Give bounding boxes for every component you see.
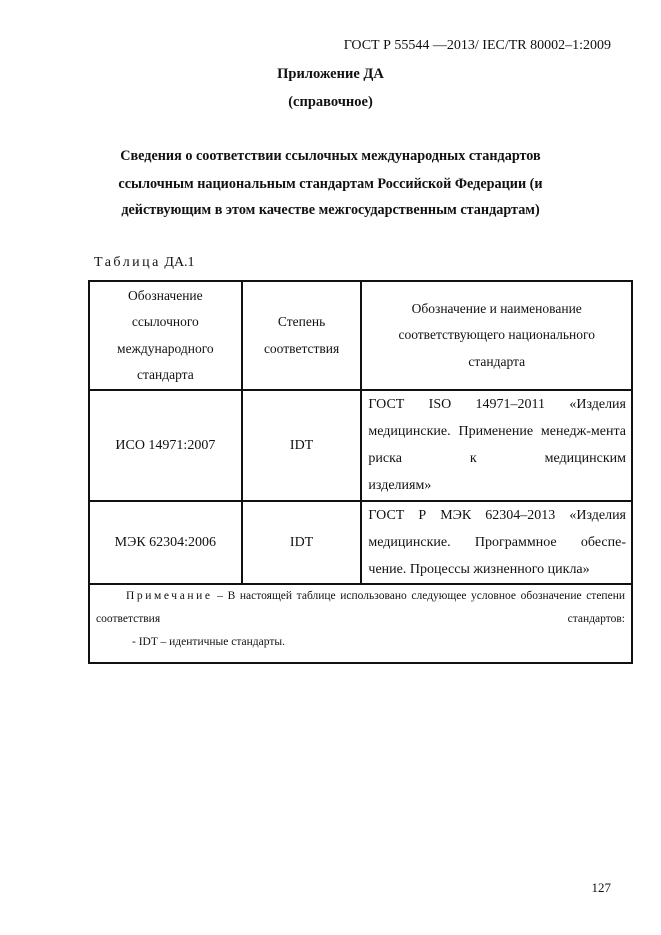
cell-national: ГОСТ Р МЭК 62304–2013 «Изделия медицинские. Программное обеспе- чение. Процессы жизненного цикла» (361, 501, 632, 584)
table-header-row (89, 281, 632, 390)
appendix-title: Приложение ДА (277, 66, 384, 82)
table-caption-id: ДА.1 (164, 255, 195, 270)
correspondence-table (88, 280, 633, 664)
cell-national: ГОСТ ISO 14971–2011 «Изделия медицинские. Применение менедж-мента риска к медицинским изделиям» (361, 390, 632, 501)
note-text: – В настоящей таблице использовано следующее условное обозначение степени соответствия стандартов: (96, 590, 626, 625)
table-note (89, 584, 632, 663)
cell-degree: IDT (242, 501, 362, 584)
table-caption (94, 255, 195, 271)
table-note-row (89, 584, 632, 663)
cell-international: ИСО 14971:2007 (89, 390, 242, 501)
table-row (89, 501, 632, 584)
section-heading-line: действующим в этом качестве межгосударственным стандартам) (121, 202, 540, 218)
note-item: - IDT – идентичные стандарты. (132, 636, 285, 648)
cell-international: МЭК 62304:2006 (89, 501, 242, 584)
column-header-international: Обозначение ссылочного международного стандарта (89, 281, 242, 390)
column-header-degree: Степень соответствия (242, 281, 362, 390)
standard-designation: ГОСТ Р 55544 —2013/ IEC/TR 80002–1:2009 (343, 38, 611, 53)
page-number: 127 (591, 880, 611, 895)
section-heading-line: ссылочным национальным стандартам Российской Федерации (и (118, 176, 543, 192)
column-header-national: Обозначение и наименование соответствующего национального стандарта (361, 281, 632, 390)
table-row (89, 390, 632, 501)
cell-degree: IDT (242, 390, 362, 501)
appendix-subtitle: (справочное) (288, 94, 373, 110)
note-label: Примечание (126, 590, 213, 602)
section-heading-line: Сведения о соответствии ссылочных международных стандартов (120, 148, 541, 164)
table-caption-prefix: Таблица (94, 255, 161, 270)
